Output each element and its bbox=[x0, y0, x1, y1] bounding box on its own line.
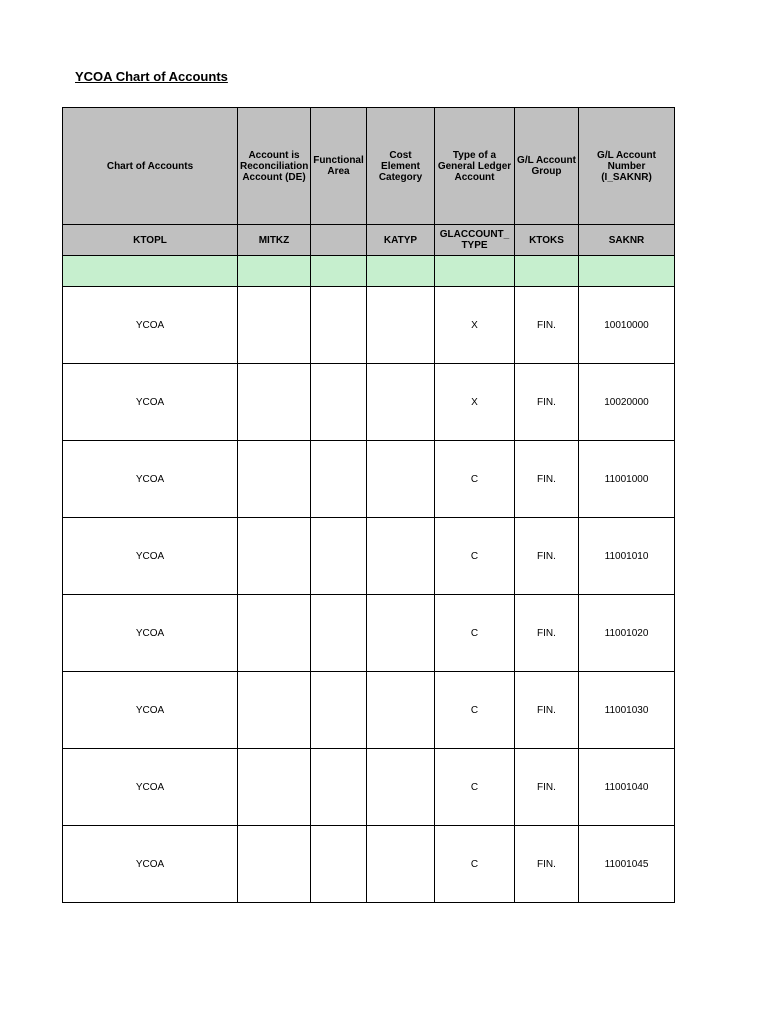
column-header-row bbox=[63, 108, 675, 225]
reconciliation-cell bbox=[238, 518, 311, 595]
input-cell[interactable] bbox=[311, 256, 367, 287]
column-header: Functional Area bbox=[311, 108, 367, 225]
data-rows bbox=[63, 287, 675, 903]
input-cell[interactable] bbox=[515, 256, 579, 287]
table-row bbox=[63, 518, 675, 595]
reconciliation-cell bbox=[238, 595, 311, 672]
table-row bbox=[63, 672, 675, 749]
functional-area-cell bbox=[311, 749, 367, 826]
gl-account-number-cell: 11001040 bbox=[579, 749, 675, 826]
chart-of-accounts-table bbox=[62, 107, 675, 903]
technical-field-name: KATYP bbox=[367, 225, 435, 256]
column-header: G/L Account Number (I_SAKNR) bbox=[579, 108, 675, 225]
functional-area-cell bbox=[311, 441, 367, 518]
functional-area-cell bbox=[311, 826, 367, 903]
document-title: YCOA Chart of Accounts bbox=[75, 69, 228, 84]
functional-area-cell bbox=[311, 518, 367, 595]
gl-account-number-cell: 10010000 bbox=[579, 287, 675, 364]
technical-field-name: SAKNR bbox=[579, 225, 675, 256]
chart-of-accounts-cell: YCOA bbox=[63, 441, 238, 518]
gl-account-type-cell: C bbox=[435, 441, 515, 518]
chart-of-accounts-cell: YCOA bbox=[63, 749, 238, 826]
technical-field-name-text: GLACCOUNT_TYPE bbox=[439, 229, 510, 251]
table-row bbox=[63, 364, 675, 441]
table-row bbox=[63, 595, 675, 672]
input-row bbox=[63, 256, 675, 287]
gl-account-group-cell: FIN. bbox=[515, 518, 579, 595]
gl-account-type-cell: C bbox=[435, 749, 515, 826]
column-header: Account is Reconciliation Account (DE) bbox=[238, 108, 311, 225]
reconciliation-cell bbox=[238, 364, 311, 441]
gl-account-group-cell: FIN. bbox=[515, 672, 579, 749]
reconciliation-cell bbox=[238, 749, 311, 826]
technical-name-row bbox=[63, 225, 675, 256]
gl-account-type-cell: C bbox=[435, 826, 515, 903]
gl-account-type-cell: C bbox=[435, 595, 515, 672]
functional-area-cell bbox=[311, 595, 367, 672]
chart-of-accounts-cell: YCOA bbox=[63, 364, 238, 441]
chart-of-accounts-cell: YCOA bbox=[63, 826, 238, 903]
gl-account-type-cell: X bbox=[435, 287, 515, 364]
table-row bbox=[63, 749, 675, 826]
gl-account-group-cell: FIN. bbox=[515, 441, 579, 518]
cost-element-category-cell bbox=[367, 518, 435, 595]
cost-element-category-cell bbox=[367, 672, 435, 749]
technical-field-name: KTOKS bbox=[515, 225, 579, 256]
input-cell[interactable] bbox=[238, 256, 311, 287]
input-cell[interactable] bbox=[63, 256, 238, 287]
cost-element-category-cell bbox=[367, 595, 435, 672]
reconciliation-cell bbox=[238, 441, 311, 518]
gl-account-group-cell: FIN. bbox=[515, 826, 579, 903]
gl-account-number-cell: 11001000 bbox=[579, 441, 675, 518]
technical-field-name: KTOPL bbox=[63, 225, 238, 256]
column-header: Type of a General Ledger Account bbox=[435, 108, 515, 225]
functional-area-cell bbox=[311, 364, 367, 441]
input-cell[interactable] bbox=[367, 256, 435, 287]
chart-of-accounts-cell: YCOA bbox=[63, 287, 238, 364]
column-header: Chart of Accounts bbox=[63, 108, 238, 225]
gl-account-type-cell: C bbox=[435, 672, 515, 749]
gl-account-group-cell: FIN. bbox=[515, 749, 579, 826]
chart-of-accounts-cell: YCOA bbox=[63, 518, 238, 595]
reconciliation-cell bbox=[238, 672, 311, 749]
table-row bbox=[63, 287, 675, 364]
technical-field-name bbox=[311, 225, 367, 256]
cost-element-category-cell bbox=[367, 826, 435, 903]
gl-account-group-cell: FIN. bbox=[515, 287, 579, 364]
column-header: Cost Element Category bbox=[367, 108, 435, 225]
cost-element-category-cell bbox=[367, 287, 435, 364]
table-row bbox=[63, 826, 675, 903]
gl-account-group-cell: FIN. bbox=[515, 595, 579, 672]
functional-area-cell bbox=[311, 672, 367, 749]
reconciliation-cell bbox=[238, 826, 311, 903]
gl-account-number-cell: 11001020 bbox=[579, 595, 675, 672]
gl-account-number-cell: 10020000 bbox=[579, 364, 675, 441]
gl-account-type-cell: X bbox=[435, 364, 515, 441]
input-cell[interactable] bbox=[579, 256, 675, 287]
input-cell[interactable] bbox=[435, 256, 515, 287]
functional-area-cell bbox=[311, 287, 367, 364]
gl-account-number-cell: 11001010 bbox=[579, 518, 675, 595]
gl-account-type-cell: C bbox=[435, 518, 515, 595]
column-header: G/L Account Group bbox=[515, 108, 579, 225]
gl-account-number-cell: 11001045 bbox=[579, 826, 675, 903]
cost-element-category-cell bbox=[367, 364, 435, 441]
chart-of-accounts-cell: YCOA bbox=[63, 595, 238, 672]
technical-field-name bbox=[435, 225, 515, 256]
table-row bbox=[63, 441, 675, 518]
reconciliation-cell bbox=[238, 287, 311, 364]
chart-of-accounts-cell: YCOA bbox=[63, 672, 238, 749]
technical-field-name: MITKZ bbox=[238, 225, 311, 256]
gl-account-number-cell: 11001030 bbox=[579, 672, 675, 749]
cost-element-category-cell bbox=[367, 441, 435, 518]
gl-account-group-cell: FIN. bbox=[515, 364, 579, 441]
cost-element-category-cell bbox=[367, 749, 435, 826]
